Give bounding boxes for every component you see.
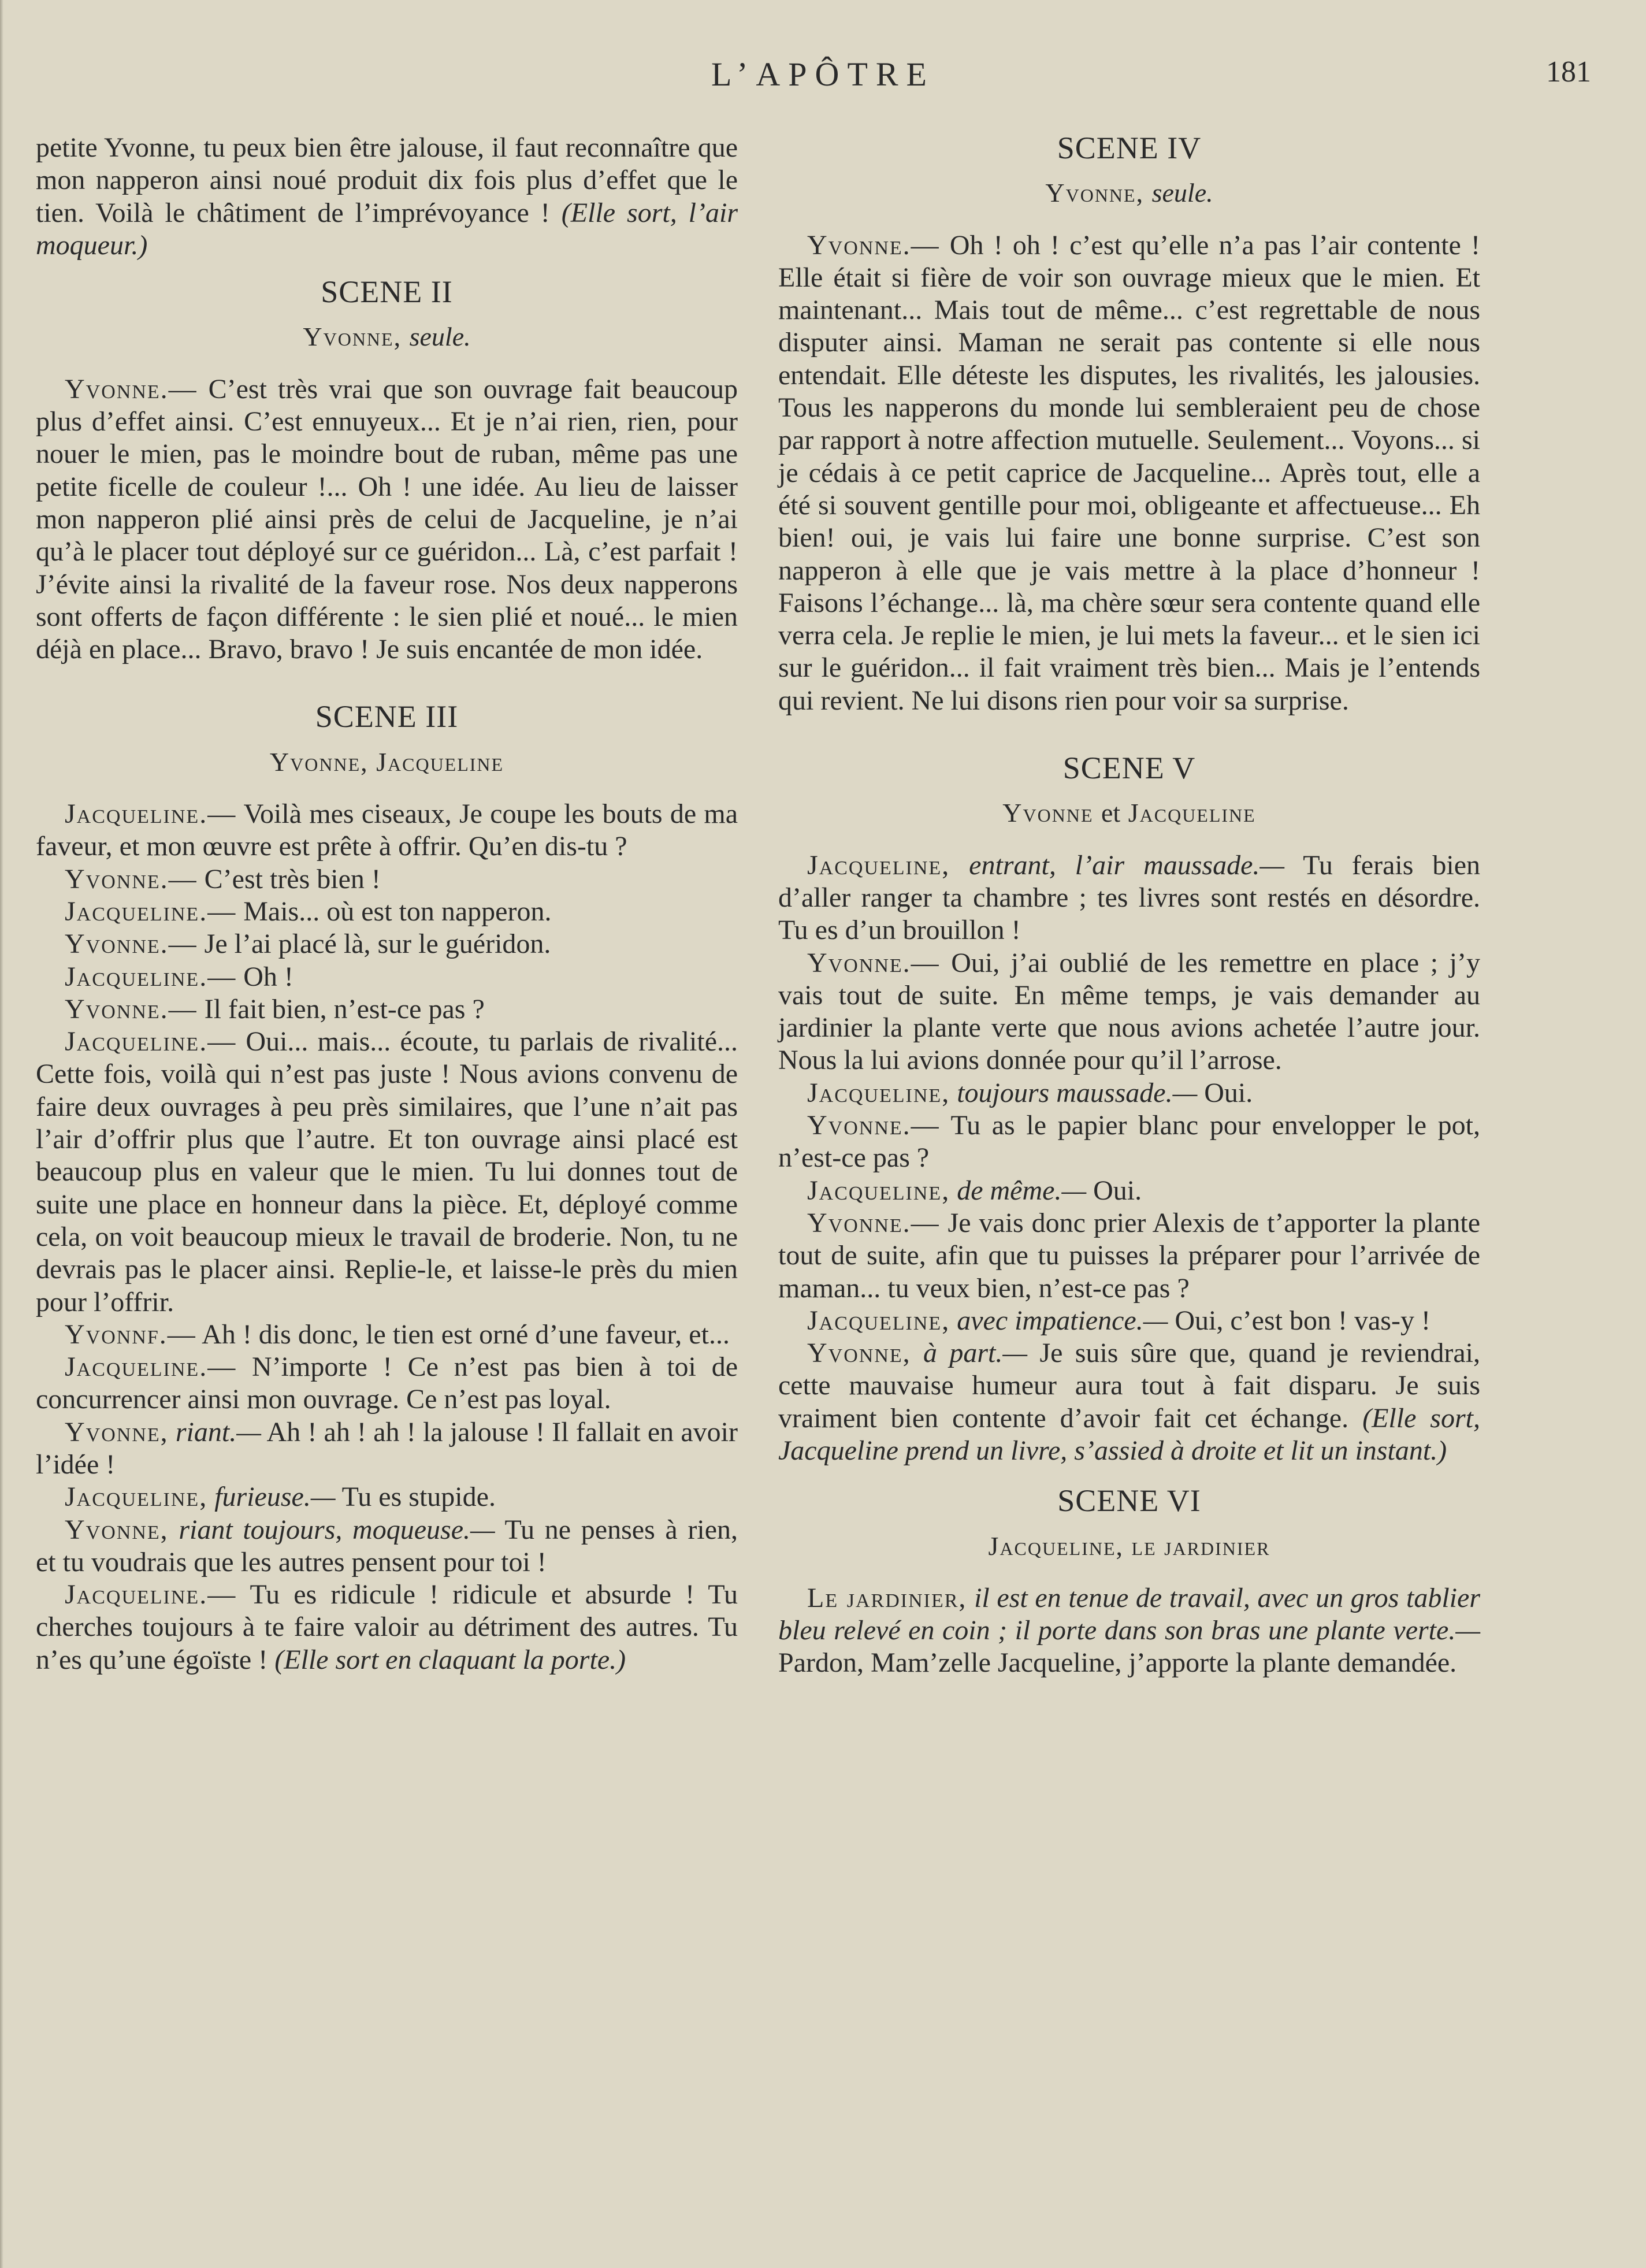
speaker: Jacqueline, [807,1175,950,1206]
scene-cast: Yvonne, Jacqueline [269,747,504,777]
speaker: Le jardinier, [807,1582,967,1613]
speaker: Yvonne.— [807,947,940,978]
dialogue-line: Yvonne, riant.— Ah ! ah ! ah ! la jalouse ! Il fallait en avoir l’idée ! [36,1416,738,1480]
scene-title: SCENE V [1062,751,1196,786]
speaker: Jacqueline, [807,849,950,881]
paragraph: petite Yvonne, tu peux bien être jalouse, il faut reconnaître que mon napperon ainsi noué produit dix fois plus d’effet que le tien. Voilà le châtiment de l’imprévoyance ! (Elle sort, l’air moqueur.) [36,132,738,261]
speaker: Yvonne.— [807,1110,940,1141]
dialogue-line: Yvonnf.— Ah ! dis donc, le tien est orné d’une faveur, et... [65,1319,730,1350]
page-edge [0,0,3,2268]
dialogue-line: Jacqueline.— Tu es ridicule ! ridicule et absurde ! Tu cherches toujours à te faire valoir au détriment des autres. Tu n’es qu’une égoïste ! (Elle sort en claquant la porte.) [36,1579,738,1675]
speaker: Yvonne, [807,1338,911,1369]
speaker: Yvonne.— [807,229,940,261]
dialogue-line: Yvonne.— Je vais donc prier Alexis de t’apporter la plante tout de suite, afin que tu puisses la préparer pour l’arrivée de maman... tu veux bien, n’est-ce pas ? [778,1207,1480,1304]
scene-title: SCENE VI [1057,1483,1201,1519]
dialogue-line: Jacqueline.— Mais... où est ton napperon. [65,896,552,927]
speaker: Yvonne, [65,1416,169,1447]
speaker: Jacqueline.— [65,1352,237,1383]
speaker: Yvonne.— [65,863,198,894]
speaker: Jacqueline.— [65,1026,237,1057]
dialogue-line: Yvonne, à part.— Je suis sûre que, quand je reviendrai, cette mauvaise humeur aura tout à fait disparu. Je suis vraiment bien contente d’avoir fait cet échange. (Elle sort, Jacqueline prend un livre, s’assied à droite et lit un instant.) [778,1338,1481,1466]
dialogue-line: Jacqueline, furieuse.— Tu es stupide. [65,1482,496,1513]
scene-cast: Yvonne, seule. [1045,178,1213,208]
dialogue-line: Le jardinier, il est en tenue de travail, avec un gros tablier bleu relevé en coin ; il porte dans son bras une plante verte.— Pardon, Mam’zelle Jacqueline, j’apporte la plante demandée. [778,1582,1480,1679]
dialogue-line: Jacqueline.— N’importe ! Ce n’est pas bien à toi de concurrencer ainsi mon ouvrage. Ce n’est pas loyal. [36,1352,738,1415]
dialogue-line: Jacqueline.— Oh ! [65,961,293,992]
dialogue-line: Yvonne, riant toujours, moqueuse.— Tu ne penses à rien, et tu voudrais que les autres pensent pour toi ! [36,1514,738,1577]
monologue: Yvonne.— Oh ! oh ! c’est qu’elle n’a pas l’air contente ! Elle était si fière de voir son ouvrage mieux que le mien. Et maintenant... Mais tout de même... c’est regrettable de nous disputer ainsi. Maman ne serait pas contente si elle nous entendait. Elle déteste les disputes, les rivalités, les jalousies. Tous les napperons du monde lui sembleraient peu de chose par rapport à notre affection mutuelle. Seulement... Voyons... si je cédais à ce petit caprice de Jacqueline... Après tout, elle a été si souvent gentille pour moi, obligeante et affectueuse... Eh bien! oui, je vais lui faire une bonne surprise. C’est son napperon à elle que je vais mettre à la place d’honneur ! Faisons l’échange... là, ma chère sœur sera contente quand elle verra cela. Je replie le mien, je lui mets la faveur... et le sien ici sur le guéridon... il fait vraiment très bien... Mais je l’entends qui revient. Ne lui disons rien pour voir sa surprise. [778,229,1481,716]
monologue: Yvonne.— C’est très vrai que son ouvrage fait beaucoup plus d’effet ainsi. C’est ennuyeux... Et je n’ai rien, rien, pour nouer le mien, pas le moindre bout de ruban, même pas une petite ficelle de couleur !... Oh ! une idée. Au lieu de laisser mon napperon plié ainsi près de celui de Jacqueline, je n’ai qu’à le placer tout déployé sur ce guéridon... Là, c’est parfait ! J’évite ainsi la rivalité de la faveur rose. Nos deux napperons sont offerts de façon différente : le sien plié et noué... le mien déjà en place... Bravo, bravo ! Je suis encantée de mon idée. [36,373,738,665]
left-column [36,132,738,1676]
scene-title: SCENE III [315,699,459,734]
dialogue-line: Yvonne.— Tu as le papier blanc pour envelopper le pot, n’est-ce pas ? [778,1110,1481,1174]
speaker: Jacqueline, [807,1077,950,1108]
dialogue-line: Yvonne.— Il fait bien, n’est-ce pas ? [65,993,485,1025]
right-column [778,132,1480,1680]
dialogue-line: Jacqueline, toujours maussade.— Oui. [807,1077,1253,1108]
dialogue-line: Jacqueline, entrant, l’air maussade.— Tu ferais bien d’aller ranger ta chambre ; tes livres sont restés en désordre. Tu es d’un brouillon ! [778,849,1481,946]
scene-cast: Jacqueline, le jardinier [988,1531,1270,1561]
dialogue-line: Jacqueline.— Voilà mes ciseaux, Je coupe les bouts de ma faveur, et mon œuvre est prête à offrir. Qu’en dis-tu ? [36,799,738,862]
speaker: Jacqueline.— [65,896,237,927]
dialogue-line: Jacqueline, avec impatience.— Oui, c’est bon ! vas-y ! [807,1305,1431,1336]
dialogue-line: Yvonne.— C’est très bien ! [65,863,381,894]
scene-title: SCENE IV [1057,131,1202,165]
speaker: Jacqueline, [807,1305,950,1336]
dialogue-line: Yvonne.— Oui, j’ai oublié de les remettre en place ; j’y vais tout de suite. En même temps, je vais demander au jardinier la plante verte que nous avions achetée l’autre jour. Nous la lui avions donnée pour qu’il l’arrose. [778,947,1481,1076]
dialogue-line: Yvonne.— Je l’ai placé là, sur le guéridon. [65,929,551,960]
speaker: Jacqueline.— [65,961,237,992]
dialogue-line: Jacqueline.— Oui... mais... écoute, tu parlais de rivalité... Cette fois, voilà qui n’est pas juste ! Nous avions convenu de faire deux ouvrages à peu près similaires, que l’une n’ait pas l’air d’offrir plus que l’autre. Et ton ouvrage ainsi placé est beaucoup plus en valeur que le mien. Tu lui donnes tout de suite une place en honneur dans la pièce. Et, déployé comme cela, on voit beaucoup mieux le travail de broderie. Non, tu ne devrais pas le placer ainsi. Replie-le, et laisse-le près du mien pour l’offrir. [36,1026,738,1317]
scene-cast: Yvonne, seule. [303,322,471,352]
running-title: L’APÔTRE [711,55,935,93]
speaker: Yvonne.— [65,373,198,404]
dialogue-line: Jacqueline, de même.— Oui. [807,1175,1142,1206]
speaker: Jacqueline, [65,1482,208,1513]
speaker: Yvonne.— [65,929,198,960]
speaker: Yvonne.— [65,993,198,1025]
speaker: Jacqueline.— [65,799,237,830]
speaker: Jacqueline.— [65,1579,237,1610]
page-number: 181 [1546,55,1591,88]
scene-title: SCENE II [321,274,453,310]
speaker: Yvonne, [65,1514,169,1545]
scene-cast: Yvonne et Jacqueline [1002,798,1256,828]
speaker: Yvonnf.— [65,1319,196,1350]
speaker: Yvonne.— [807,1207,940,1238]
